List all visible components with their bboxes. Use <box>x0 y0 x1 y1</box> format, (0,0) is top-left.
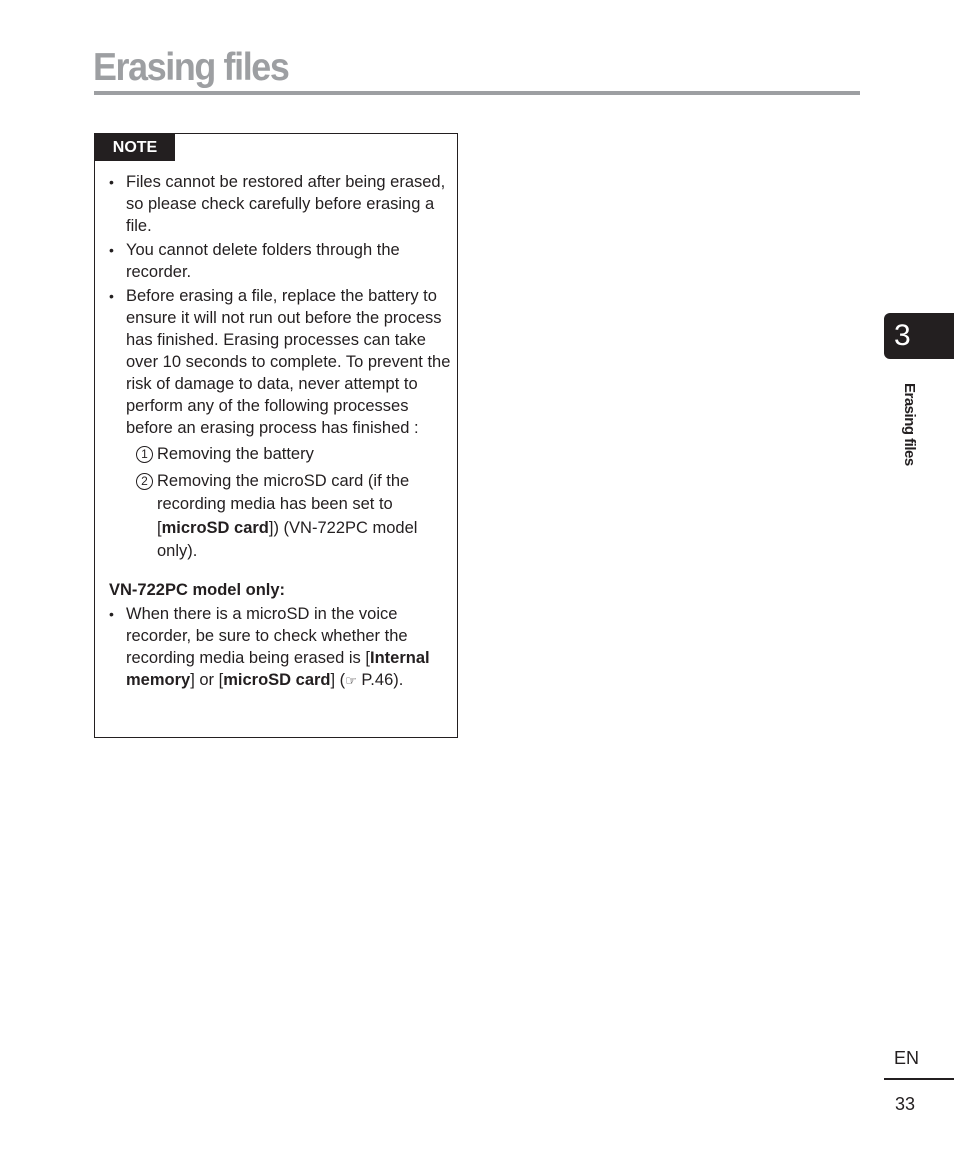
menu-term: Internal memory <box>126 648 430 689</box>
page-reference-icon: ☞ <box>345 672 357 688</box>
numbered-item <box>136 470 451 564</box>
circled-number-icon: 1 <box>136 446 153 463</box>
note-bullet <box>109 239 451 283</box>
note-text: Before erasing a file, replace the battery to ensure it will not run out before the process has finished. Erasing processes can take over 10 seconds to complete. To prevent the risk of damage to data, never attempt to perform any of the following processes before an erasing process has finished : <box>126 287 451 437</box>
numbered-item-text: Removing the battery <box>157 445 314 463</box>
menu-term: microSD card <box>223 670 331 689</box>
note-bullet <box>109 603 451 692</box>
note-box <box>94 133 458 738</box>
note-label: NOTE <box>95 134 175 161</box>
bullet-icon: • <box>109 174 114 190</box>
note-bullet <box>109 171 451 237</box>
note-text: You cannot delete folders through the recorder. <box>126 241 400 281</box>
page-number: 33 <box>895 1094 916 1114</box>
note-body <box>109 171 451 694</box>
footer-divider <box>884 1078 954 1080</box>
bullet-icon: • <box>109 605 114 622</box>
note-text: ] ( <box>330 670 346 689</box>
menu-term: microSD card <box>161 518 269 537</box>
bullet-icon: • <box>109 242 114 258</box>
bullet-icon: • <box>109 288 114 304</box>
side-section-label: Erasing files <box>901 383 918 466</box>
numbered-item-text: Removing the microSD card (if the recording media has been set to [ <box>157 471 410 537</box>
note-bullet <box>109 285 451 564</box>
numbered-item <box>136 443 451 467</box>
numbered-item-text: ]) (VN-722PC model only). <box>157 518 418 560</box>
section-heading: VN-722PC model only: <box>109 580 286 599</box>
circled-number-icon: 2 <box>136 473 153 490</box>
note-text: Files cannot be restored after being erased, so please check carefully before erasing a file. <box>126 173 446 235</box>
language-label: EN <box>894 1048 920 1068</box>
numbered-list <box>136 443 451 564</box>
note-text: When there is a microSD in the voice recorder, be sure to check whether the recording media being erased is [ <box>126 604 408 667</box>
title-divider <box>94 91 860 95</box>
chapter-tab: 3 <box>884 313 954 359</box>
note-text: ] or [ <box>190 670 224 689</box>
page-title: Erasing files <box>93 46 289 89</box>
page-reference: P.46). <box>356 670 404 689</box>
